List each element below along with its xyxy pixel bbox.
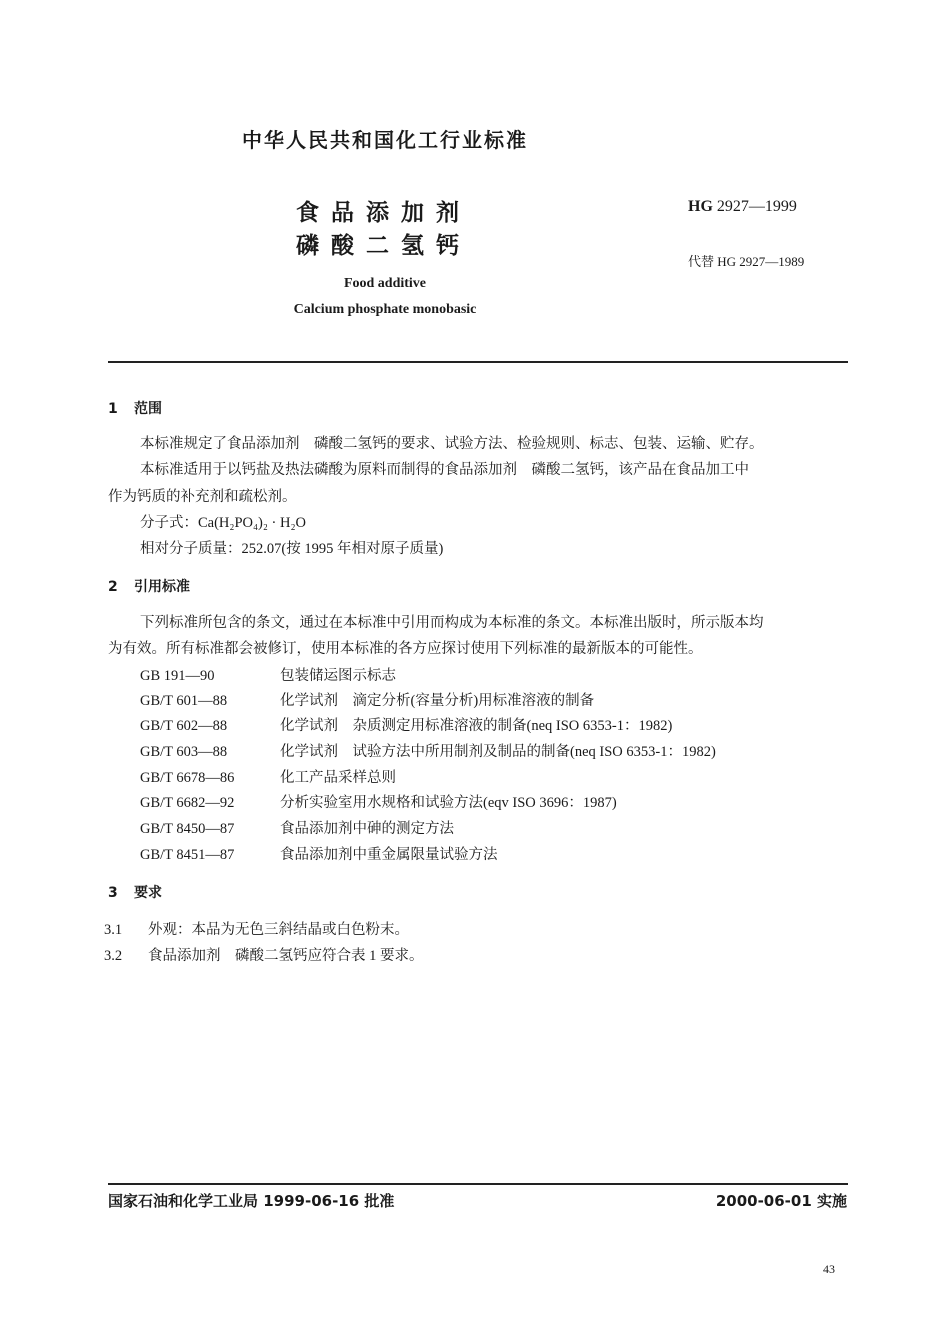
approval-date: 国家石油和化学工业局 1999-06-16 批准 (108, 1192, 395, 1210)
reference-item (140, 843, 498, 864)
reference-title: 化学试剂 杂质测定用标准溶液的制备(neq ISO 6353-1：1982) (280, 718, 673, 734)
reference-item (140, 766, 396, 787)
scope-paragraph-2-line2: 作为钙质的补充剂和疏松剂。 (108, 489, 297, 505)
scope-paragraph-1: 本标准规定了食品添加剂 磷酸二氢钙的要求、试验方法、检验规则、标志、包装、运输、贮存。 (140, 436, 764, 452)
reference-code: GB/T 6678—86 (140, 770, 235, 786)
reference-code: GB/T 602—88 (140, 718, 228, 734)
reference-code: GB 191—90 (140, 668, 215, 684)
molecular-formula: 分子式：Ca(H₂PO₄)₂ · H₂O (140, 515, 307, 531)
reference-title: 包装储运图示标志 (280, 668, 396, 684)
reference-code: GB/T 8451—87 (140, 847, 235, 863)
standard-code: HG (688, 198, 713, 215)
reference-title: 食品添加剂中重金属限量试验方法 (280, 847, 498, 863)
section-number: 1 (108, 401, 118, 417)
section-number: 2 (108, 579, 118, 595)
replaces-standard: 代替 HG 2927—1989 (688, 254, 805, 269)
title-zh-line2: 磷酸二氢钙 (296, 233, 471, 259)
section-title: 范围 (134, 401, 162, 417)
reference-title: 化工产品采样总则 (280, 770, 396, 786)
standard-number (688, 198, 797, 216)
scope-paragraph-2-line1: 本标准适用于以钙盐及热法磷酸为原料而制得的食品添加剂 磷酸二氢钙，该产品在食品加工中 (140, 462, 749, 478)
section-title: 要求 (134, 885, 162, 901)
reference-title: 分析实验室用水规格和试验方法(eqv ISO 3696：1987) (280, 795, 617, 811)
reference-title: 化学试剂 滴定分析(容量分析)用标准溶液的制备 (280, 693, 595, 709)
reference-title: 食品添加剂中砷的测定方法 (280, 821, 454, 837)
molecular-mass: 相对分子质量：252.07(按 1995 年相对原子质量) (140, 541, 444, 557)
section-1-heading (108, 398, 162, 418)
title-zh-line1: 食品添加剂 (296, 200, 471, 226)
reference-item (140, 664, 396, 685)
references-intro-line2: 为有效。所有标准都会被修订，使用本标准的各方应探讨使用下列标准的最新版本的可能性。 (108, 641, 703, 657)
requirement-text: 食品添加剂 磷酸二氢钙应符合表 1 要求。 (148, 948, 424, 964)
section-3-heading (108, 882, 162, 902)
reference-code: GB/T 6682—92 (140, 795, 235, 811)
reference-item (140, 791, 617, 812)
reference-code: GB/T 603—88 (140, 744, 228, 760)
requirement-number: 3.1 (104, 922, 123, 938)
effective-date: 2000-06-01 实施 (715, 1192, 847, 1210)
standard-number-value: 2927—1999 (716, 198, 797, 215)
reference-title: 化学试剂 试验方法中所用制剂及制品的制备(neq ISO 6353-1：1982) (280, 744, 716, 760)
reference-item (140, 817, 454, 838)
reference-item (140, 714, 672, 735)
reference-code: GB/T 8450—87 (140, 821, 235, 837)
requirement-item (104, 918, 409, 939)
title-en-line1: Food additive (343, 276, 427, 291)
section-2-heading (108, 576, 190, 596)
footer-divider (108, 1183, 848, 1185)
reference-item (140, 740, 716, 761)
header-divider (108, 361, 848, 363)
requirement-number: 3.2 (104, 948, 123, 964)
section-title: 引用标准 (134, 579, 190, 595)
references-intro-line1: 下列标准所包含的条文，通过在本标准中引用而构成为本标准的条文。本标准出版时，所示版本均 (140, 615, 764, 631)
section-number: 3 (108, 885, 118, 901)
title-en-line2: Calcium phosphate monobasic (293, 302, 477, 317)
requirement-text: 外观：本品为无色三斜结晶或白色粉末。 (148, 922, 409, 938)
reference-code: GB/T 601—88 (140, 693, 228, 709)
page-number: 43 (823, 1262, 835, 1276)
issuing-body-heading: 中华人民共和国化工行业标准 (242, 128, 528, 152)
requirement-item (104, 944, 424, 965)
reference-item (140, 689, 594, 710)
